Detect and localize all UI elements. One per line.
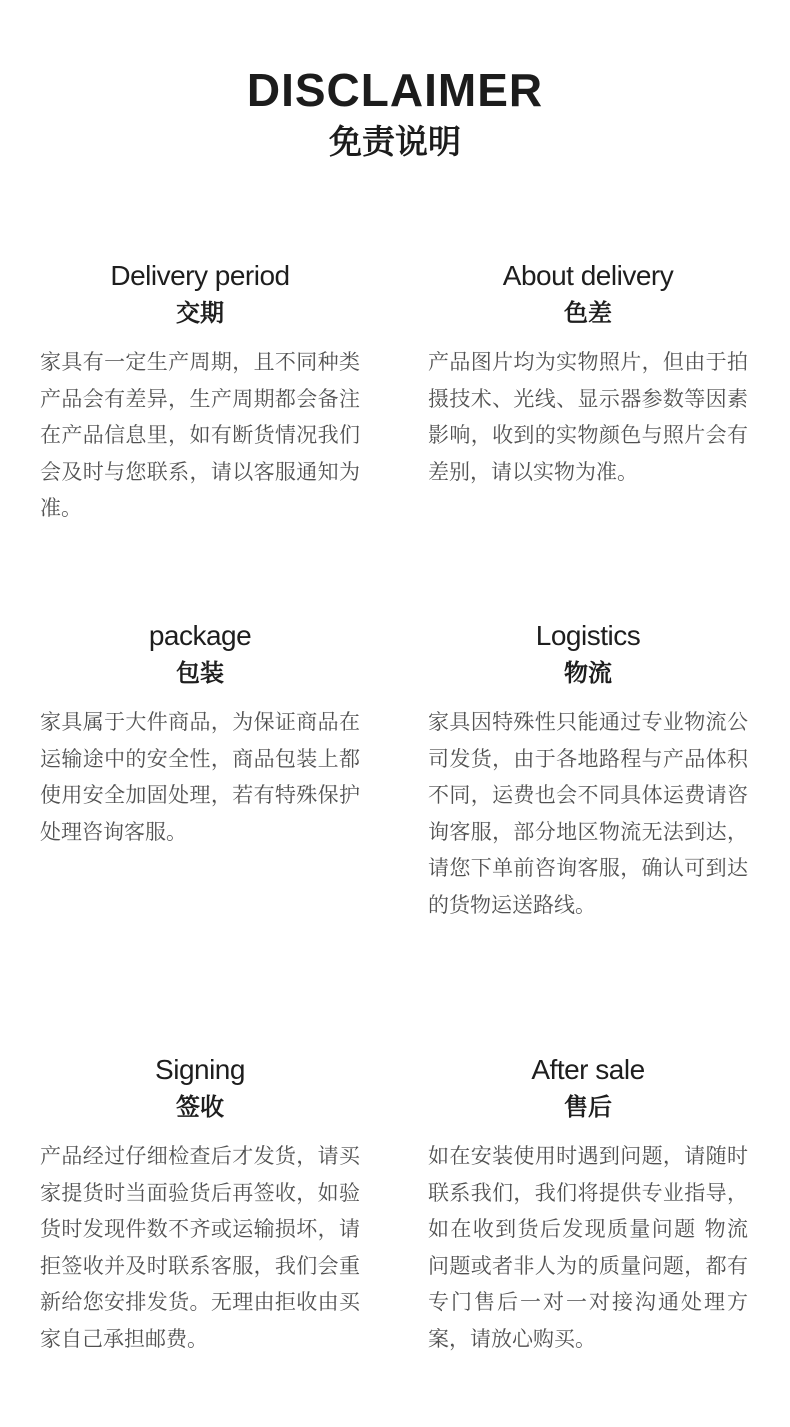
page-subtitle: 免责说明 <box>329 122 461 161</box>
section-title-en: About delivery <box>502 260 674 291</box>
section-heading <box>428 618 748 690</box>
section-body: 如在安装使用时遇到问题，请随时联系我们，我们将提供专业指导，如在收到货后发现质量问题 物流问题或者非人为的质量问题，都有专门售后一对一对接沟通处理方案，请放心购买。 <box>428 1144 748 1351</box>
section-package <box>40 618 360 850</box>
section-title-en: Delivery period <box>110 260 290 291</box>
section-title-en: Signing <box>155 1054 245 1085</box>
section-title-en: package <box>148 620 252 651</box>
section-body: 家具有一定生产周期，且不同种类产品会有差异，生产周期都会备注在产品信息里，如有断货情况我们会及时与您联系，请以客服通知为准。 <box>40 350 360 520</box>
section-title-zh: 色差 <box>564 299 612 327</box>
section-heading <box>40 258 360 330</box>
section-title-zh: 包装 <box>176 659 224 687</box>
page-title: DISCLAIMER <box>246 64 544 116</box>
section-after-sale <box>428 1052 748 1357</box>
section-title-zh: 物流 <box>564 659 612 687</box>
section-signing <box>40 1052 360 1357</box>
section-heading <box>428 258 748 330</box>
section-body: 家具因特殊性只能通过专业物流公司发货，由于各地路程与产品体积不同，运费也会不同具体运费请咨询客服，部分地区物流无法到达，请您下单前咨询客服，确认可到达的货物运送路线。 <box>428 710 748 917</box>
section-heading <box>40 1052 360 1124</box>
disclaimer-header <box>0 62 790 164</box>
section-heading <box>428 1052 748 1124</box>
section-delivery-period <box>40 258 360 527</box>
section-logistics <box>428 618 748 923</box>
section-about-delivery <box>428 258 748 490</box>
section-body: 产品图片均为实物照片，但由于拍摄技术、光线、显示器参数等因素影响，收到的实物颜色与照片会有差别，请以实物为准。 <box>428 350 748 484</box>
section-body: 家具属于大件商品，为保证商品在运输途中的安全性，商品包装上都使用安全加固处理，若有特殊保护处理咨询客服。 <box>40 710 360 844</box>
section-body: 产品经过仔细检查后才发货，请买家提货时当面验货后再签收，如验货时发现件数不齐或运输损坏，请拒签收并及时联系客服，我们会重新给您安排发货。无理由拒收由买家自己承担邮费。 <box>40 1144 360 1351</box>
section-title-en: After sale <box>531 1054 645 1085</box>
section-title-zh: 签收 <box>176 1093 224 1121</box>
section-title-zh: 交期 <box>176 299 224 327</box>
section-title-en: Logistics <box>535 620 641 651</box>
section-heading <box>40 618 360 690</box>
section-title-zh: 售后 <box>564 1093 612 1121</box>
